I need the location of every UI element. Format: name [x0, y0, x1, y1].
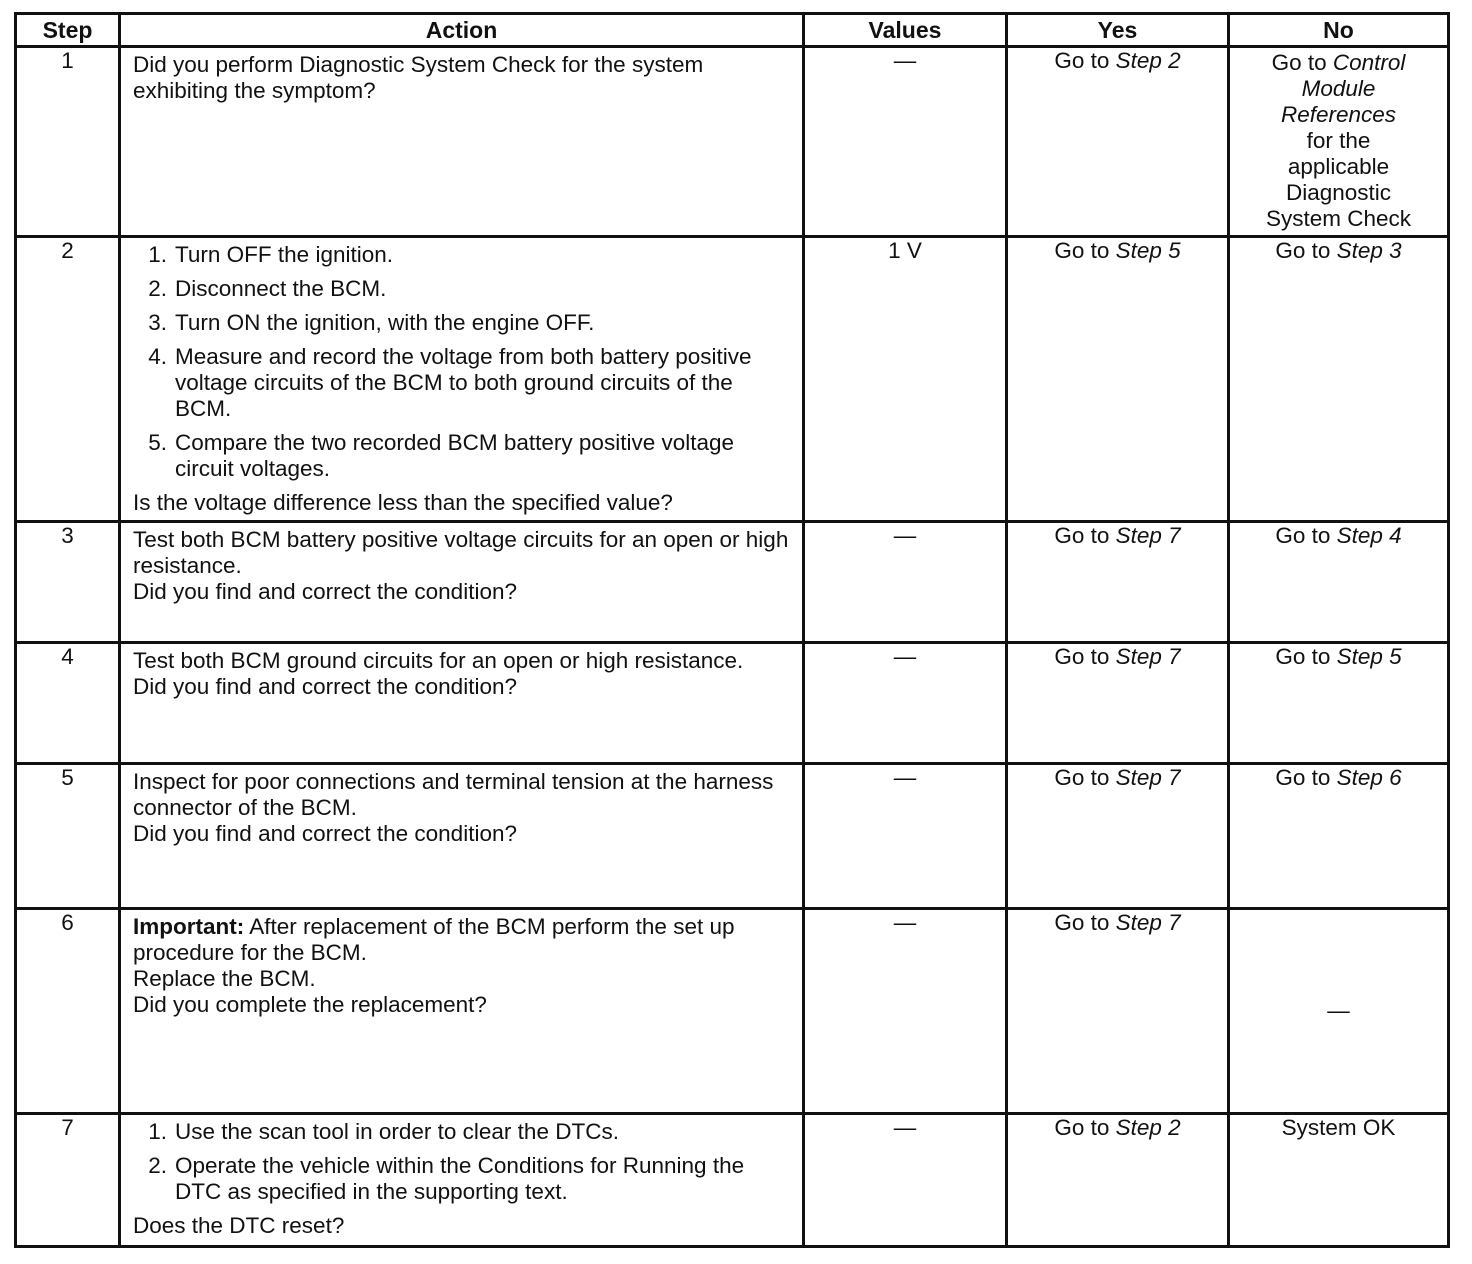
action-cell: [120, 47, 804, 237]
yes-cell: Go to Step 7: [1007, 909, 1229, 1114]
no-cell: System OK: [1229, 1114, 1449, 1247]
action-text: Test both BCM ground circuits for an open or high resistance.: [133, 648, 744, 673]
no-ref-line: References: [1280, 102, 1397, 127]
step-number: 7: [16, 1114, 120, 1247]
yes-step-link: Step 7: [1115, 523, 1181, 548]
list-item: Operate the vehicle within the Conditions for Running the DTC as specified in the supporting text.: [175, 1153, 745, 1204]
table-row: [16, 47, 1449, 237]
yes-cell: Go to Step 7: [1007, 643, 1229, 764]
no-cell: Go to Step 3: [1229, 237, 1449, 522]
value-cell: —: [804, 764, 1007, 909]
list-item: Disconnect the BCM.: [175, 276, 387, 301]
important-note: [133, 914, 794, 966]
table-row: [16, 643, 1449, 764]
no-ref-line: applicable: [1287, 154, 1390, 179]
action-cell: [120, 522, 804, 643]
action-text: Test both BCM battery positive voltage circuits for an open or high resistance.: [133, 527, 789, 578]
table-row: [16, 1114, 1449, 1247]
action-steps-list: 1. Use the scan tool in order to clear the DTCs. 2. Operate the vehicle within the Conditions for Running the DTC as specified in the supporting text.: [133, 1119, 794, 1213]
no-step-link: Step 3: [1336, 238, 1402, 263]
no-step-link: Step 6: [1336, 765, 1402, 790]
action-question: Did you find and correct the condition?: [133, 674, 517, 699]
action-question: Did you find and correct the condition?: [133, 579, 517, 604]
no-ref-line: Diagnostic: [1285, 180, 1392, 205]
yes-cell: Go to Step 5: [1007, 237, 1229, 522]
value-cell: —: [804, 643, 1007, 764]
step-number: 4: [16, 643, 120, 764]
yes-step-link: Step 7: [1115, 644, 1181, 669]
no-cell: —: [1229, 909, 1449, 1114]
list-item: Use the scan tool in order to clear the DTCs.: [175, 1119, 619, 1144]
yes-step-link: Step 5: [1115, 238, 1181, 263]
action-question: Does the DTC reset?: [133, 1213, 345, 1238]
action-question: Is the voltage difference less than the specified value?: [133, 490, 673, 515]
value-cell: —: [804, 47, 1007, 237]
yes-step-link: Step 7: [1115, 765, 1181, 790]
step-number: 1: [16, 47, 120, 237]
no-ref-line: for the: [1306, 128, 1371, 153]
yes-step-link: Step 7: [1115, 910, 1181, 935]
important-label: Important:: [133, 914, 245, 939]
header-step: Step: [16, 14, 120, 47]
action-question: Did you find and correct the condition?: [133, 821, 517, 846]
no-ref-line: Module: [1301, 76, 1376, 101]
list-item: Compare the two recorded BCM battery positive voltage circuit voltages.: [175, 430, 735, 481]
yes-cell: Go to Step 7: [1007, 522, 1229, 643]
yes-step-link: Step 2: [1115, 1115, 1181, 1140]
no-step-link: Step 5: [1336, 644, 1402, 669]
table-row: [16, 764, 1449, 909]
value-cell: —: [804, 1114, 1007, 1247]
action-cell: [120, 1114, 804, 1247]
action-steps-list: 1. Turn OFF the ignition. 2. Disconnect the BCM. 3. Turn ON the ignition, with the engine OFF. 4. Measure and record the voltage from both battery positive voltage circuits of the BCM to both ground circuits of the BCM. 5. Compare the two recorded BCM battery positive voltage circuit voltages.: [133, 242, 794, 490]
list-item: Turn OFF the ignition.: [175, 242, 394, 267]
header-no: No: [1229, 14, 1449, 47]
list-item: Turn ON the ignition, with the engine OFF.: [175, 310, 595, 335]
value-cell: —: [804, 522, 1007, 643]
header-yes: Yes: [1007, 14, 1229, 47]
header-values: Values: [804, 14, 1007, 47]
step-number: 2: [16, 237, 120, 522]
table-row: [16, 237, 1449, 522]
yes-cell: Go to Step 2: [1007, 1114, 1229, 1247]
table-row: [16, 909, 1449, 1114]
value-cell: 1 V: [804, 237, 1007, 522]
header-action: Action: [120, 14, 804, 47]
no-ref-line: System Check: [1265, 206, 1412, 231]
list-item: Measure and record the voltage from both battery positive voltage circuits of the BCM to both ground circuits of the BCM.: [175, 344, 752, 421]
step-number: 3: [16, 522, 120, 643]
action-text: Replace the BCM.: [133, 966, 316, 991]
no-ref-line: Control: [1332, 50, 1406, 75]
no-step-link: Step 4: [1336, 523, 1402, 548]
step-number: 5: [16, 764, 120, 909]
no-cell: Go to Step 6: [1229, 764, 1449, 909]
value-cell: —: [804, 909, 1007, 1114]
important-text: After replacement of the BCM perform the set up procedure for the BCM.: [133, 914, 735, 965]
action-text: Inspect for poor connections and terminal tension at the harness connector of the BCM.: [133, 769, 774, 820]
action-text: Did you perform Diagnostic System Check for the system exhibiting the symptom?: [133, 52, 704, 103]
step-number: 6: [16, 909, 120, 1114]
action-cell: [120, 643, 804, 764]
yes-step-link: Step 2: [1115, 48, 1181, 73]
yes-cell: Go to Step 2: [1007, 47, 1229, 237]
no-cell: Go to Step 4: [1229, 522, 1449, 643]
no-cell: Go to Control Module References for the applicable Diagnostic System Check: [1229, 47, 1449, 237]
action-cell: [120, 764, 804, 909]
header-row: [16, 14, 1449, 47]
no-cell: Go to Step 5: [1229, 643, 1449, 764]
action-cell: [120, 237, 804, 522]
table-row: [16, 522, 1449, 643]
yes-cell: Go to Step 7: [1007, 764, 1229, 909]
diagnostic-table: [14, 12, 1450, 1248]
action-cell: [120, 909, 804, 1114]
action-question: Did you complete the replacement?: [133, 992, 487, 1017]
